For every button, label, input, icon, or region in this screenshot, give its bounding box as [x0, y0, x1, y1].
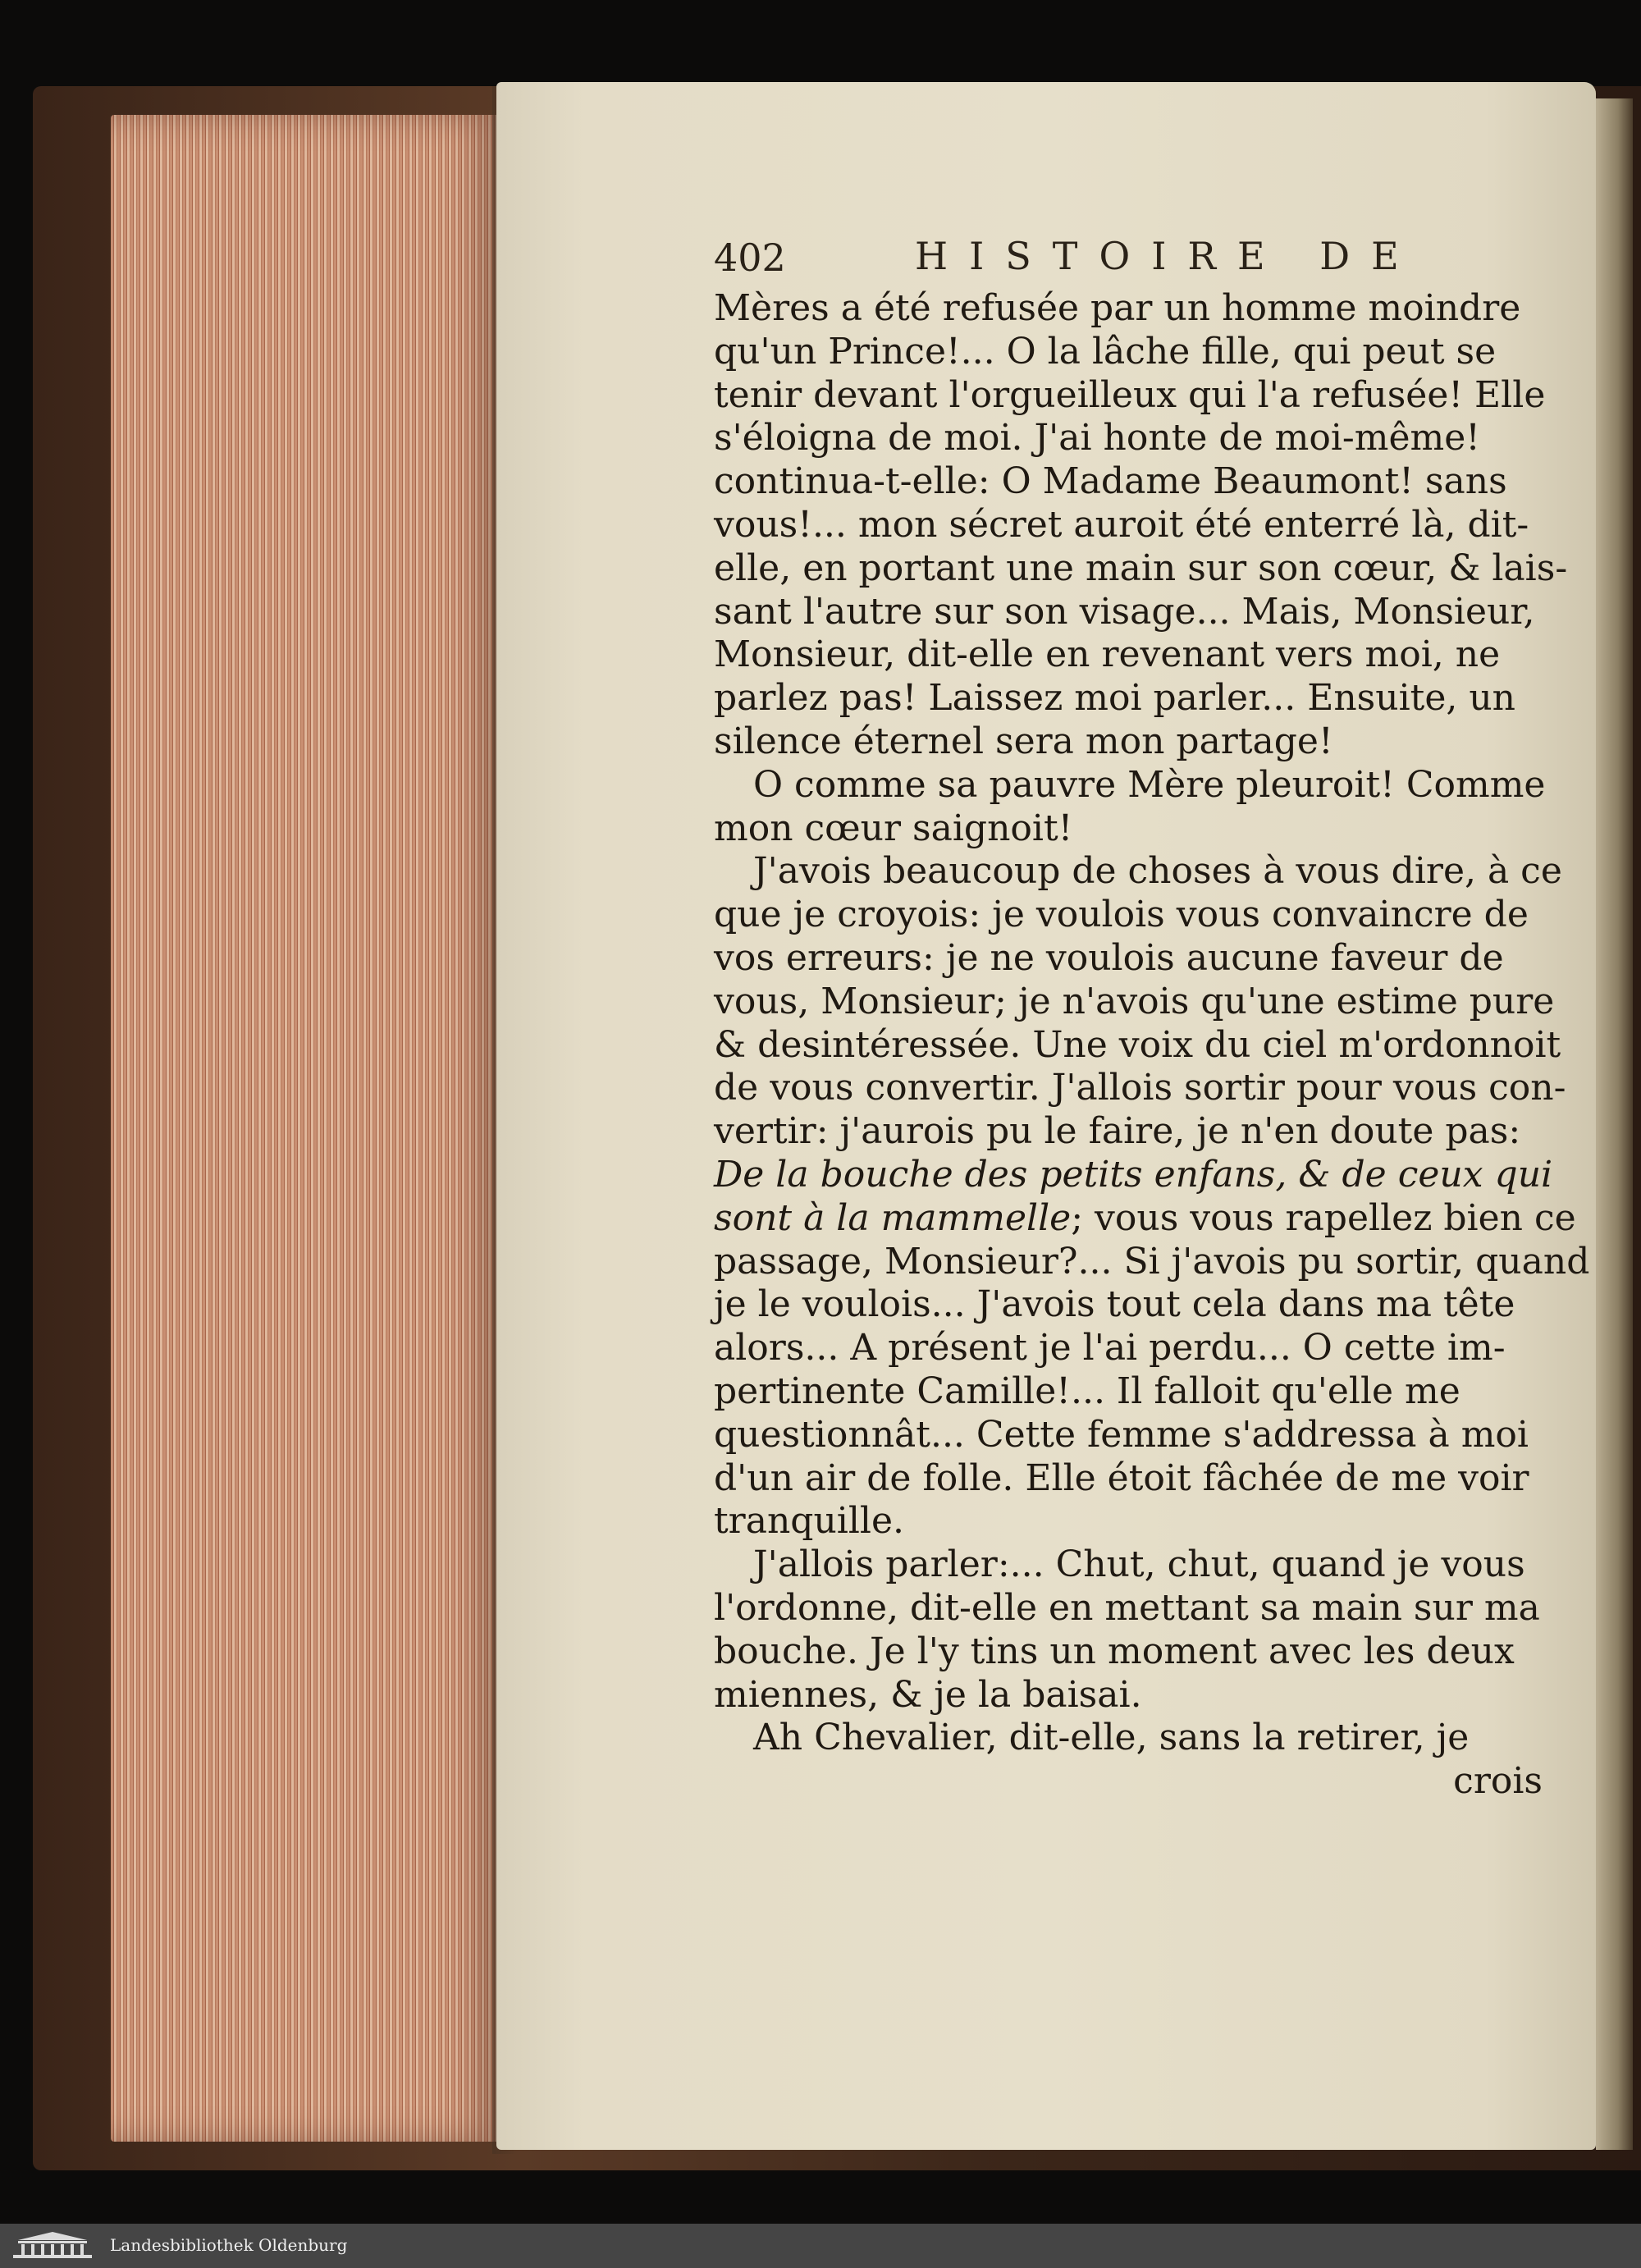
- text-line: continua-t-elle: O Madame Beaumont! sans: [714, 460, 1507, 503]
- text-line: J'avois beaucoup de choses à vous dire, à ce: [753, 850, 1562, 893]
- text-line: que je croyois: je voulois vous convaincre de: [714, 894, 1529, 936]
- text-line: Ah Chevalier, dit-elle, sans la retirer, je: [753, 1717, 1470, 1759]
- text-line: J'allois parler:... Chut, chut, quand je vous: [753, 1543, 1525, 1586]
- text-line: s'éloigna de moi. J'ai honte de moi-même!: [714, 417, 1480, 460]
- text-line: alors... A présent je l'ai perdu... O cette im-: [714, 1327, 1506, 1369]
- text-line: de vous convertir. J'allois sortir pour vous con-: [714, 1067, 1566, 1109]
- catchword: crois: [1453, 1760, 1543, 1803]
- footer-bar: [0, 2224, 1641, 2268]
- text-line: questionnât... Cette femme s'addressa à moi: [714, 1413, 1529, 1456]
- text-line: qu'un Prince!... O la lâche fille, qui peut se: [714, 330, 1497, 373]
- text-line: tenir devant l'orgueilleux qui l'a refusée! Elle: [714, 373, 1546, 416]
- paragraph: [714, 287, 1568, 764]
- text-line: l'ordonne, dit-elle en mettant sa main sur ma: [714, 1586, 1540, 1629]
- library-building-icon: [11, 2230, 94, 2261]
- running-title: HISTOIRE DE: [915, 234, 1420, 278]
- paragraph: [714, 763, 1546, 851]
- text-line: Mères a été refusée par un homme moindre: [714, 287, 1521, 329]
- text-line: vertir: j'aurois pu le faire, je n'en doute pas:: [714, 1110, 1521, 1153]
- text-line: je le voulois... J'avois tout cela dans ma tête: [714, 1283, 1515, 1326]
- text-run: ; vous vous rapellez bien ce: [1071, 1196, 1576, 1239]
- text-line: d'un air de folle. Elle étoit fâchée de me voir: [714, 1456, 1529, 1499]
- text-line: silence éternel sera mon partage!: [714, 720, 1333, 762]
- text-line: vous!... mon sécret auroit été enterré là, dit-: [714, 503, 1529, 546]
- text-line: parlez pas! Laissez moi parler... Ensuite, un: [714, 677, 1516, 720]
- paragraph: [714, 850, 1590, 1543]
- page-header: [714, 234, 1543, 291]
- text-line: [714, 1196, 1576, 1241]
- facing-page-edge: [1596, 98, 1633, 2150]
- text-line: pertinente Camille!... Il falloit qu'elle me: [714, 1369, 1460, 1412]
- text-line: mon cœur saignoit!: [714, 807, 1073, 849]
- page-edges: [111, 115, 505, 2142]
- page-number: 402: [714, 235, 786, 280]
- catchword-line: [714, 1760, 1543, 1804]
- text-line: vous, Monsieur; je n'avois qu'une estime pure: [714, 980, 1555, 1022]
- text-line: & desintéressée. Une voix du ciel m'ordonnoit: [714, 1023, 1561, 1066]
- text-line: elle, en portant une main sur son cœur, & lais-: [714, 546, 1568, 589]
- text-line: bouche. Je l'y tins un moment avec les deux: [714, 1630, 1515, 1672]
- text-line: tranquille.: [714, 1500, 905, 1543]
- page-text: [714, 287, 1590, 1804]
- italic-quote-end: sont à la mammelle: [714, 1196, 1072, 1239]
- text-line: passage, Monsieur?... Si j'avois pu sortir, quand: [714, 1240, 1590, 1283]
- text-line: Monsieur, dit-elle en revenant vers moi, ne: [714, 633, 1501, 676]
- paragraph: [714, 1717, 1543, 1760]
- text-line: sant l'autre sur son visage... Mais, Monsieur,: [714, 590, 1535, 633]
- text-line: miennes, & je la baisai.: [714, 1673, 1142, 1716]
- text-line: vos erreurs: je ne voulois aucune faveur de: [714, 936, 1504, 979]
- paragraph: [714, 1543, 1543, 1717]
- italic-quote-line: De la bouche des petits enfans, & de ceux qui: [714, 1153, 1553, 1196]
- library-name: Landesbibliothek Oldenburg: [110, 2235, 348, 2255]
- text-line: O comme sa pauvre Mère pleuroit! Comme: [753, 763, 1546, 806]
